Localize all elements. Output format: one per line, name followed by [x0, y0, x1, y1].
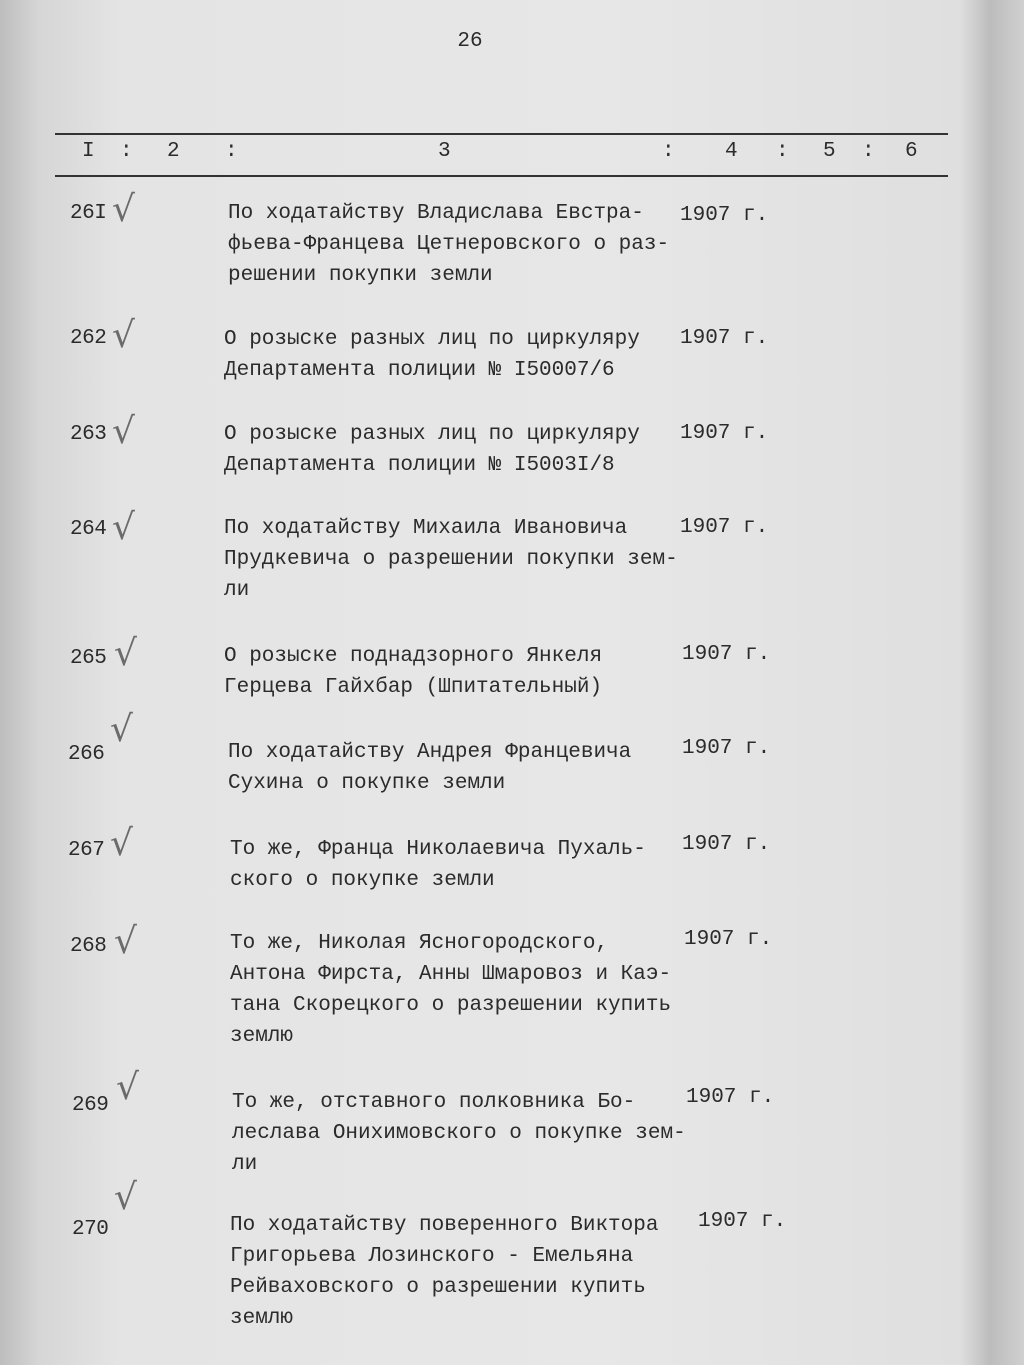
entry-description: О розыске поднадзорного Янкеля Герцева Гайхбар (Шпитательный): [224, 645, 603, 699]
column-header-3: 3: [438, 140, 451, 163]
header-rule-bottom: [55, 175, 948, 177]
entry-description: То же, Николая Ясногородского, Антона Фирста, Анны Шмаровоз и Каэ- тана Скорецкого о разрешении купить землю: [230, 932, 672, 1048]
entry-year: 1907 г.: [698, 1210, 787, 1233]
column-header-6: 6: [905, 140, 918, 163]
column-header-4: 4: [725, 140, 738, 163]
column-header-1: I: [82, 140, 95, 163]
check-mark-icon: √: [112, 189, 135, 230]
entry-description: То же, Франца Николаевича Пухаль- ского о покупке земли: [230, 838, 646, 892]
entry-year: 1907 г.: [682, 737, 771, 760]
entry-year: 1907 г.: [682, 833, 771, 856]
entry-year: 1907 г.: [680, 327, 769, 350]
entry-number: 264: [70, 518, 107, 541]
entry-description: То же, отставного полковника Бо- леслава Онихимовского о покупке зем- ли: [232, 1091, 686, 1176]
entry-description: По ходатайству Владислава Евстра- фьева-Францева Цетнеровского о раз- решении покупки земли: [228, 202, 670, 287]
entry-number: 265: [70, 647, 107, 670]
entry-year: 1907 г.: [684, 928, 773, 951]
entry-year: 1907 г.: [680, 422, 769, 445]
check-mark-icon: √: [112, 315, 135, 356]
entry-number: 269: [72, 1094, 109, 1117]
entry-year: 1907 г.: [680, 204, 769, 227]
column-separator: :: [776, 140, 789, 163]
entry-description: По ходатайству Михаила Ивановича Прудкевича о разрешении покупки зем- ли: [224, 517, 678, 602]
entry-description: По ходатайству Андрея Францевича Сухина о покупке земли: [228, 741, 632, 795]
entry-number: 263: [70, 423, 107, 446]
check-mark-icon: √: [114, 633, 137, 674]
check-mark-icon: √: [112, 507, 135, 548]
entry-number: 26I: [70, 202, 107, 225]
column-separator: :: [662, 140, 675, 163]
column-header-2: 2: [167, 140, 180, 163]
entry-year: 1907 г.: [682, 643, 771, 666]
column-separator: :: [120, 140, 133, 163]
entry-description: О розыске разных лиц по циркуляру Департамента полиции № I5003I/8: [224, 423, 640, 477]
page-number: 26: [457, 30, 483, 53]
entry-year: 1907 г.: [686, 1086, 775, 1109]
check-mark-icon: √: [114, 921, 137, 962]
entry-year: 1907 г.: [680, 516, 769, 539]
check-mark-icon: √: [110, 709, 133, 750]
column-separator: :: [225, 140, 238, 163]
check-mark-icon: √: [114, 1177, 137, 1218]
entry-number: 262: [70, 327, 107, 350]
entry-description: По ходатайству поверенного Виктора Григорьева Лозинского - Емельяна Рейваховского о разрешении купить землю: [230, 1214, 659, 1330]
entry-number: 270: [72, 1218, 109, 1241]
entry-description: О розыске разных лиц по циркуляру Департамента полиции № I50007/6: [224, 328, 640, 382]
entry-number: 266: [68, 743, 105, 766]
entry-number: 268: [70, 935, 107, 958]
entry-number: 267: [68, 839, 105, 862]
column-separator: :: [862, 140, 875, 163]
check-mark-icon: √: [116, 1067, 139, 1108]
column-header-5: 5: [823, 140, 836, 163]
header-rule-top: [55, 133, 948, 135]
check-mark-icon: √: [112, 411, 135, 452]
check-mark-icon: √: [110, 823, 133, 864]
